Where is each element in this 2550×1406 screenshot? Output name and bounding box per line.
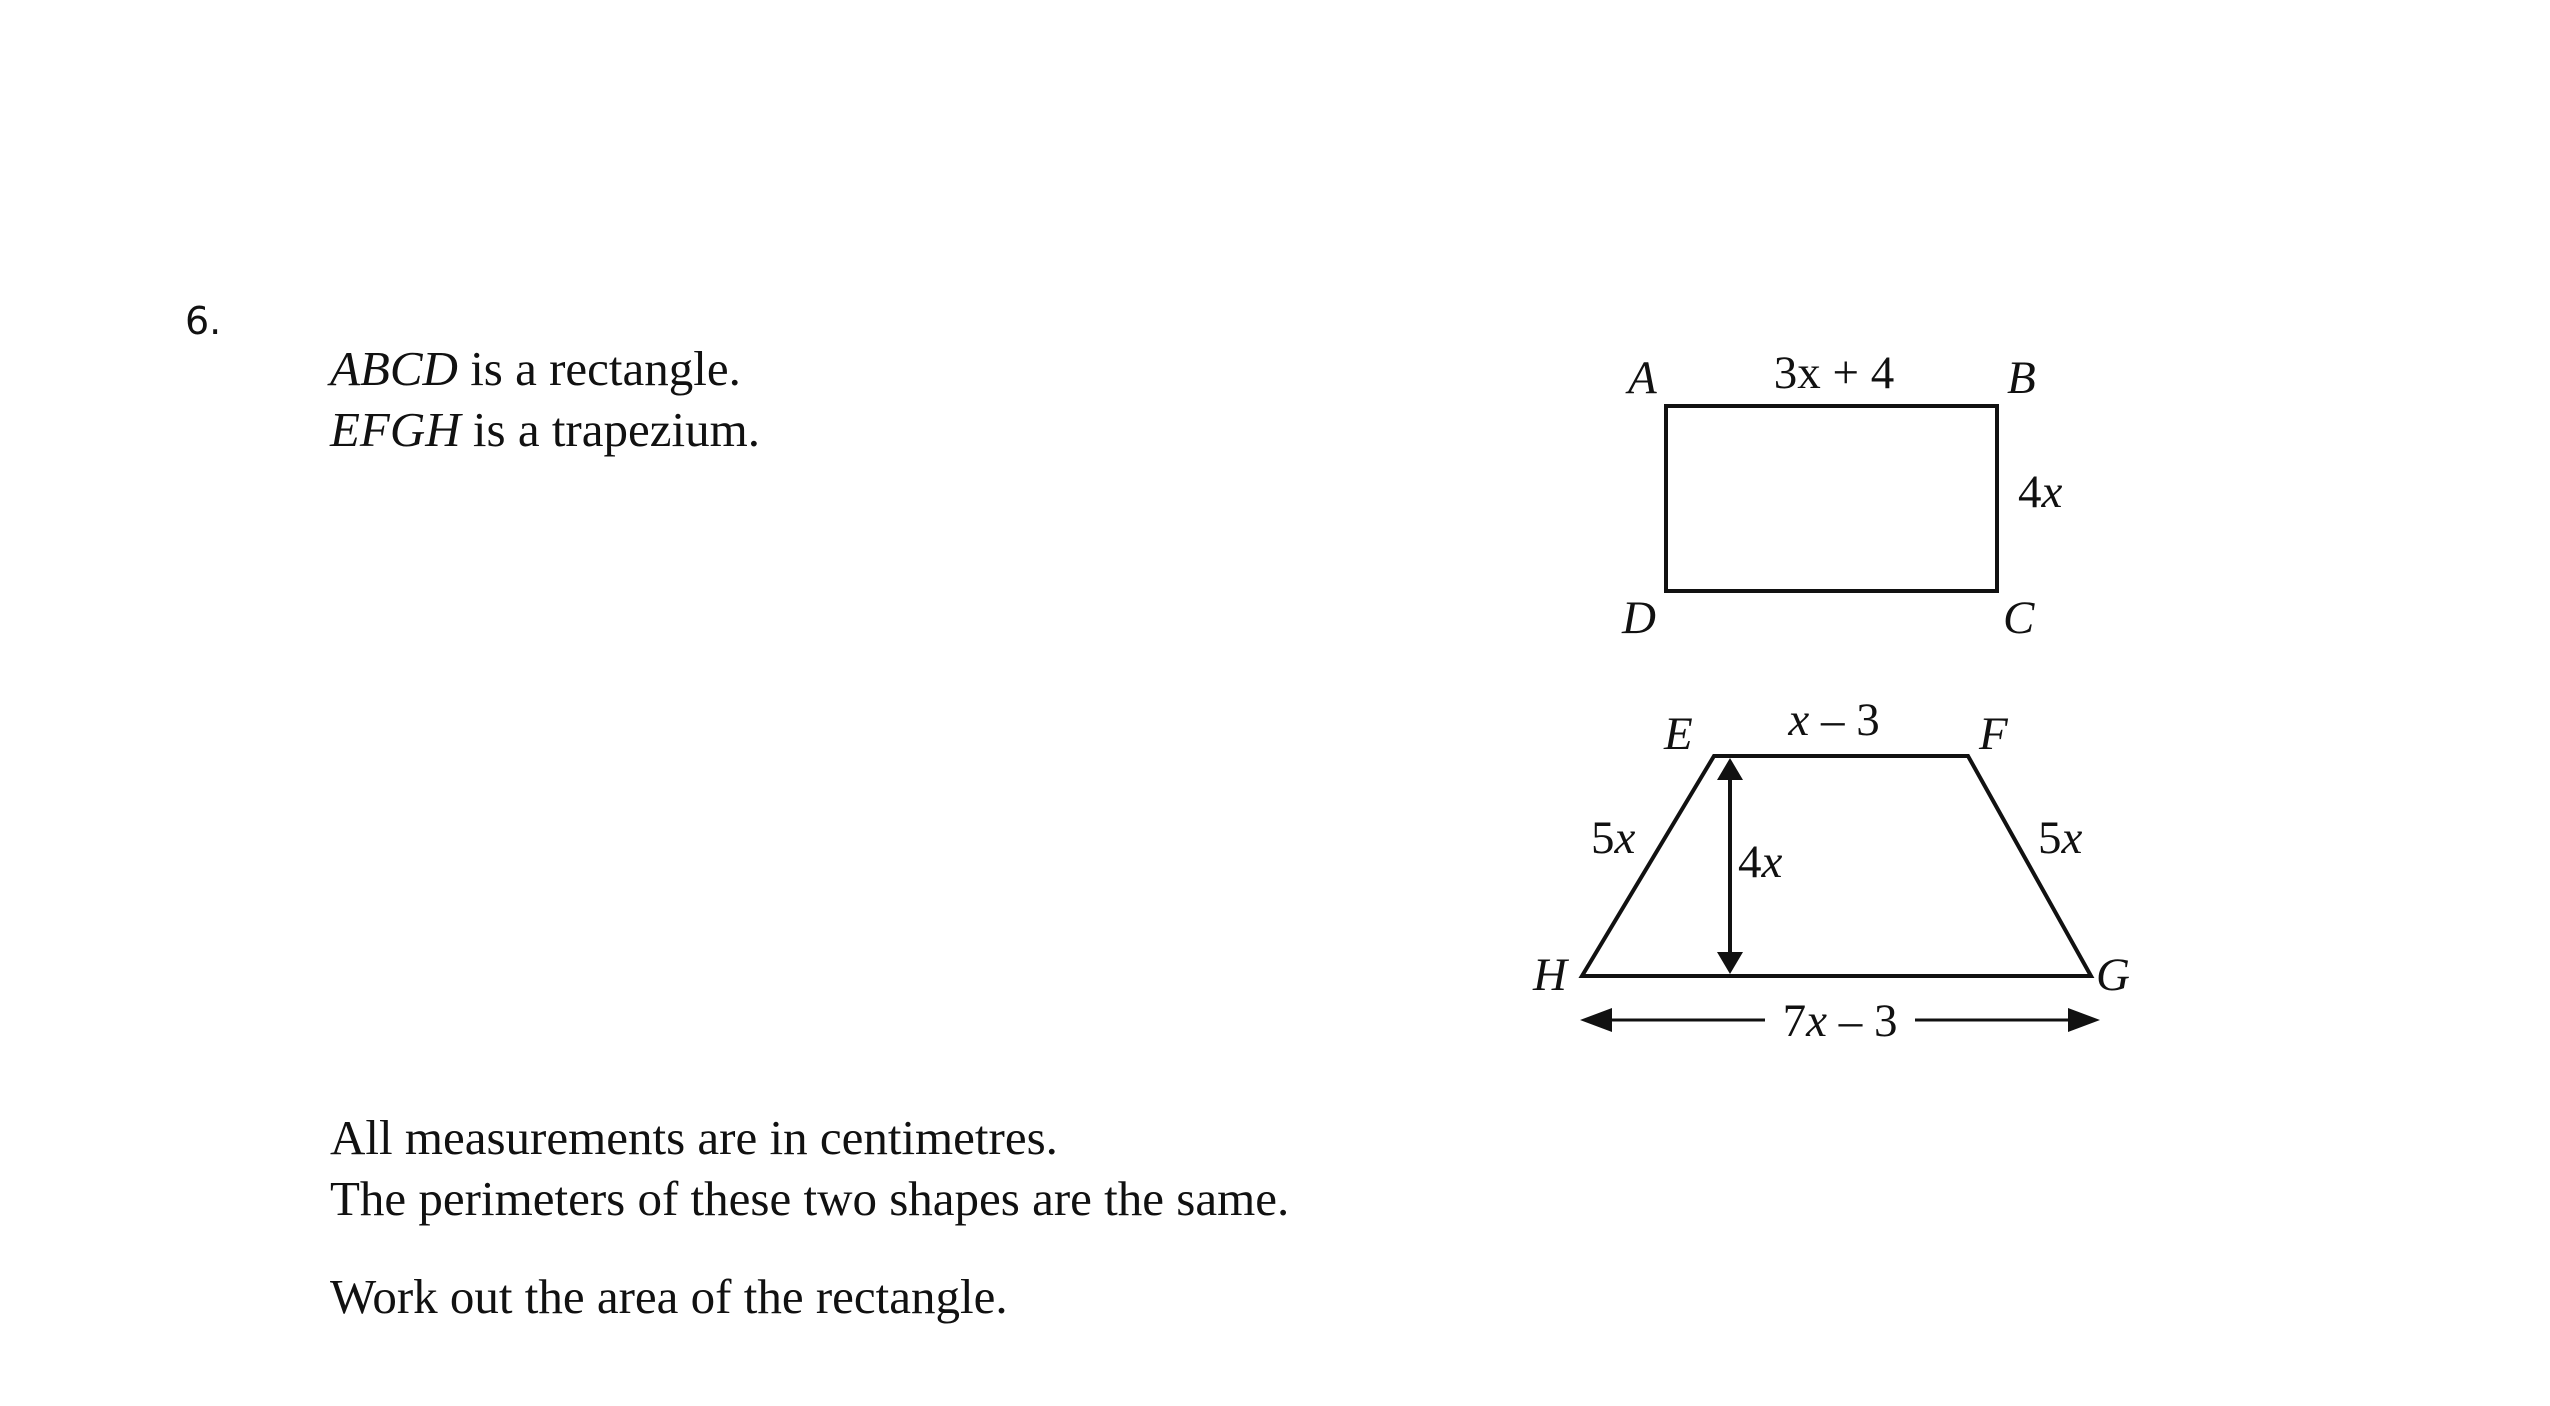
vertex-label-c: C [2003,592,2035,644]
bottom-arrow-left-icon [1580,1008,1612,1032]
trapezium-top-rest: – 3 [1809,694,1880,746]
trapezium-right-coefficient: 5 [2038,812,2062,864]
rectangle-side-length [2018,466,2063,518]
trapezium-bottom-coefficient: 7 [1782,995,1807,1047]
height-arrow-bottom-icon [1717,952,1743,974]
bottom-arrow-right-icon [2068,1008,2100,1032]
vertex-label-a: A [1628,352,1657,404]
trapezium-height-length [1738,836,1783,888]
rectangle-side-coefficient: 4 [2018,466,2042,518]
vertex-label-d: D [1622,592,1656,644]
question-number: 6. [185,299,222,343]
rectangle-abcd-outline [1666,406,1997,591]
rectangle-top-length: 3x + 4 [1773,347,1895,399]
trapezium-height-coefficient: 4 [1738,836,1762,888]
vertex-label-f: F [1979,708,2008,760]
trapezium-top-length [1787,694,1879,746]
trapezium-bottom-length [1783,995,1898,1047]
trapezium-bottom-variable: x [1806,995,1827,1047]
statement-units: All measurements are in centimetres. [330,1110,1058,1165]
trapezium-left-variable: x [1614,812,1636,864]
statement-perimeters: The perimeters of these two shapes are the same. [330,1171,1290,1226]
task-instruction: Work out the area of the rectangle. [330,1269,1008,1324]
vertex-label-b: B [2007,352,2036,404]
vertex-label-e: E [1664,708,1693,760]
vertex-label-g: G [2096,949,2130,1001]
trapezium-right-variable: x [2061,812,2083,864]
height-arrow-top-icon [1717,758,1743,780]
trapezium-top-variable: x [1788,694,1810,746]
trapezium-right-length [2038,812,2083,864]
vertex-label-h: H [1533,949,1567,1001]
rectangle-side-variable: x [2041,466,2063,518]
trapezium-left-coefficient: 5 [1591,812,1615,864]
trapezium-bottom-rest: – 3 [1826,995,1898,1047]
intro-line-trapezium-text: is a trapezium. [460,402,760,457]
trapezium-height-variable: x [1761,836,1783,888]
rectangle-name: ABCD [330,341,458,396]
trapezium-efgh-outline [1582,756,2091,976]
intro-line-rectangle-text: is a rectangle. [457,341,741,396]
trapezium-left-length [1591,812,1636,864]
trapezium-name: EFGH [330,402,461,457]
